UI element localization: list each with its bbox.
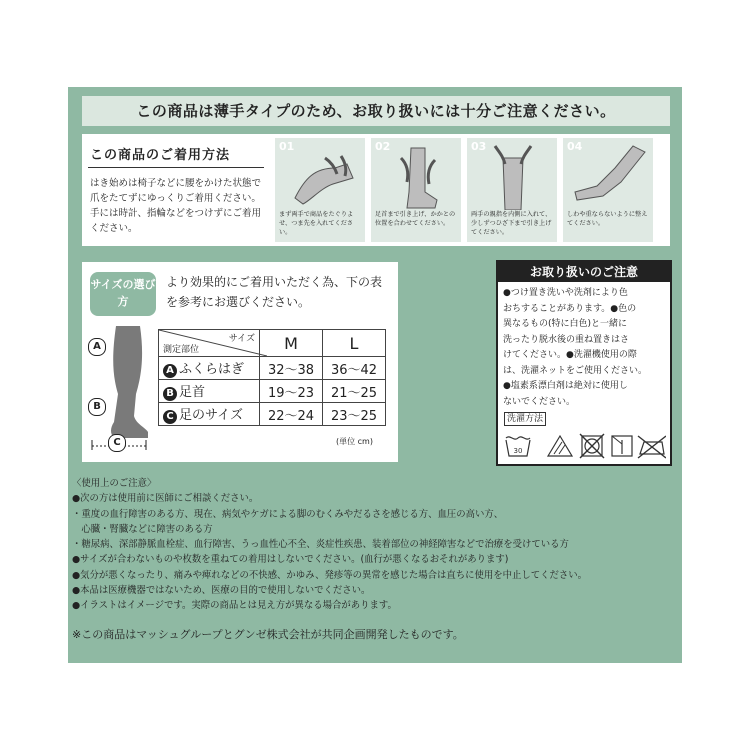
size-l-value: 23～25 (323, 403, 386, 426)
note-line: 〈使用上のご注意〉 (72, 478, 157, 489)
leg-label-a: A (88, 338, 106, 356)
step-caption: 両手の親指を内側に入れて、少しずつひざ下まで引き上げてください。 (471, 211, 552, 236)
size-l-value: 36～42 (323, 357, 386, 380)
part-name: 足のサイズ (179, 408, 243, 423)
table-row (159, 357, 386, 380)
care-text (503, 286, 667, 410)
step-caption: 足首まで引き上げ、かかとの位置を合わせてください。 (375, 211, 456, 227)
step-number: 04 (567, 140, 583, 153)
size-guide-intro: より効果的にご着用いただく為、下の表を参考にお選びください。 (166, 275, 383, 309)
how-to-wear-title: この商品のご着用方法 (90, 148, 231, 163)
care-line: は、洗濯ネットをご使用ください。 (503, 365, 648, 376)
bleach-triangle-icon (548, 436, 572, 456)
table-row (159, 380, 386, 403)
part-cell (159, 357, 260, 380)
note-line: ●本品は医療機器ではないため、医療の目的で使用しないでください。 (72, 585, 371, 597)
size-m-header: M (260, 330, 323, 357)
step-03 (467, 138, 557, 242)
wash-tub-30-icon (506, 437, 530, 456)
part-name: 足首 (179, 385, 206, 400)
leg-label-c: C (108, 434, 126, 452)
note-line: ●次の方は使用前に医師にご相談ください。 (72, 493, 259, 505)
table-header-cell (159, 330, 260, 357)
size-l-header: L (323, 330, 386, 357)
part-cell (159, 380, 260, 403)
svg-text:30: 30 (513, 447, 523, 455)
care-line: おちすることがあります。●色の (503, 303, 637, 314)
step-number: 01 (279, 140, 295, 153)
care-line: けてください。●洗濯機使用の際 (503, 350, 637, 360)
step-number: 03 (471, 140, 487, 153)
care-line: ないでください。 (503, 396, 576, 407)
care-line: 異なるもの(特に白色)と一緒に (503, 319, 628, 329)
note-line: 心臓・腎臓などに障害のある方 (72, 523, 213, 535)
size-m-value: 19～23 (260, 380, 323, 403)
care-line: ●塩素系漂白剤は絶対に使用し (503, 381, 628, 391)
mark-c: C (163, 410, 177, 424)
step-caption: しわや重ならないように整えてください。 (567, 211, 648, 227)
note-line: ●イラストはイメージです。実際の商品とは見え方が異なる場合があります。 (72, 600, 397, 612)
table-row (159, 330, 386, 357)
usage-notes (72, 476, 678, 614)
no-tumble-dry-icon (580, 434, 604, 458)
no-iron-icon (638, 436, 666, 458)
table-row (159, 403, 386, 426)
size-unit-label: (単位 cm) (336, 437, 373, 446)
part-header: 測定部位 (163, 345, 200, 355)
care-line: 洗ったり脱水後の重ね置きはさ (503, 334, 630, 345)
size-l-value: 21～25 (323, 380, 386, 403)
co-development-note: ※この商品はマッシュグループとグンゼ株式会社が共同企画開発したものです。 (72, 628, 464, 641)
note-line: ・糖尿病、深部静脈血栓症、血行障害、うっ血性心不全、炎症性疾患、装着部位の神経障害などで治療を受けている方 (72, 539, 569, 551)
step-01 (275, 138, 365, 242)
line-dry-shade-icon (612, 436, 632, 456)
size-m-value: 32～38 (260, 357, 323, 380)
step-02 (371, 138, 461, 242)
step-caption: まず両手で商品をたぐりよせ、つま先を入れてください。 (279, 211, 354, 236)
mark-a: A (163, 364, 177, 378)
wash-method-label: 洗濯方法 (504, 412, 546, 426)
size-table (158, 329, 386, 426)
mark-b: B (163, 387, 177, 401)
part-name: ふくらはぎ (179, 362, 245, 377)
part-cell (159, 403, 260, 426)
note-line: ●気分が悪くなったり、痛みや痺れなどの不快感、かゆみ、発疹等の異常を感じた場合は直ちに使用を中止してください。 (72, 569, 587, 581)
size-header: サイズ (228, 334, 255, 344)
step-number: 02 (375, 140, 391, 153)
wash-icons (504, 432, 666, 460)
how-to-wear-description: はき始めは椅子などに腰をかけた状態で爪をたてずにゆっくりご着用ください。手には時計、指輪などをつけずにご着用ください。 (90, 178, 262, 234)
caution-banner: この商品は薄手タイプのため、お取り扱いには十分ご注意ください。 (82, 96, 670, 126)
note-line: ・重度の血行障害のある方、現在、病気やケガによる脚のむくみやだるさを感じる方、血圧の高い方、 (72, 508, 504, 520)
step-04 (563, 138, 653, 242)
size-guide-tag: サイズの選び方 (90, 272, 156, 316)
care-line: ●つけ置き洗いや洗剤により色 (503, 288, 628, 298)
divider (88, 167, 264, 168)
size-m-value: 22～24 (260, 403, 323, 426)
note-line: ●サイズが合わないものや枚数を重ねての着用はしないでください。(血行が悪くなるおそれがあります) (72, 554, 509, 566)
leg-label-b: B (88, 398, 106, 416)
care-title: お取り扱いのご注意 (498, 262, 670, 282)
